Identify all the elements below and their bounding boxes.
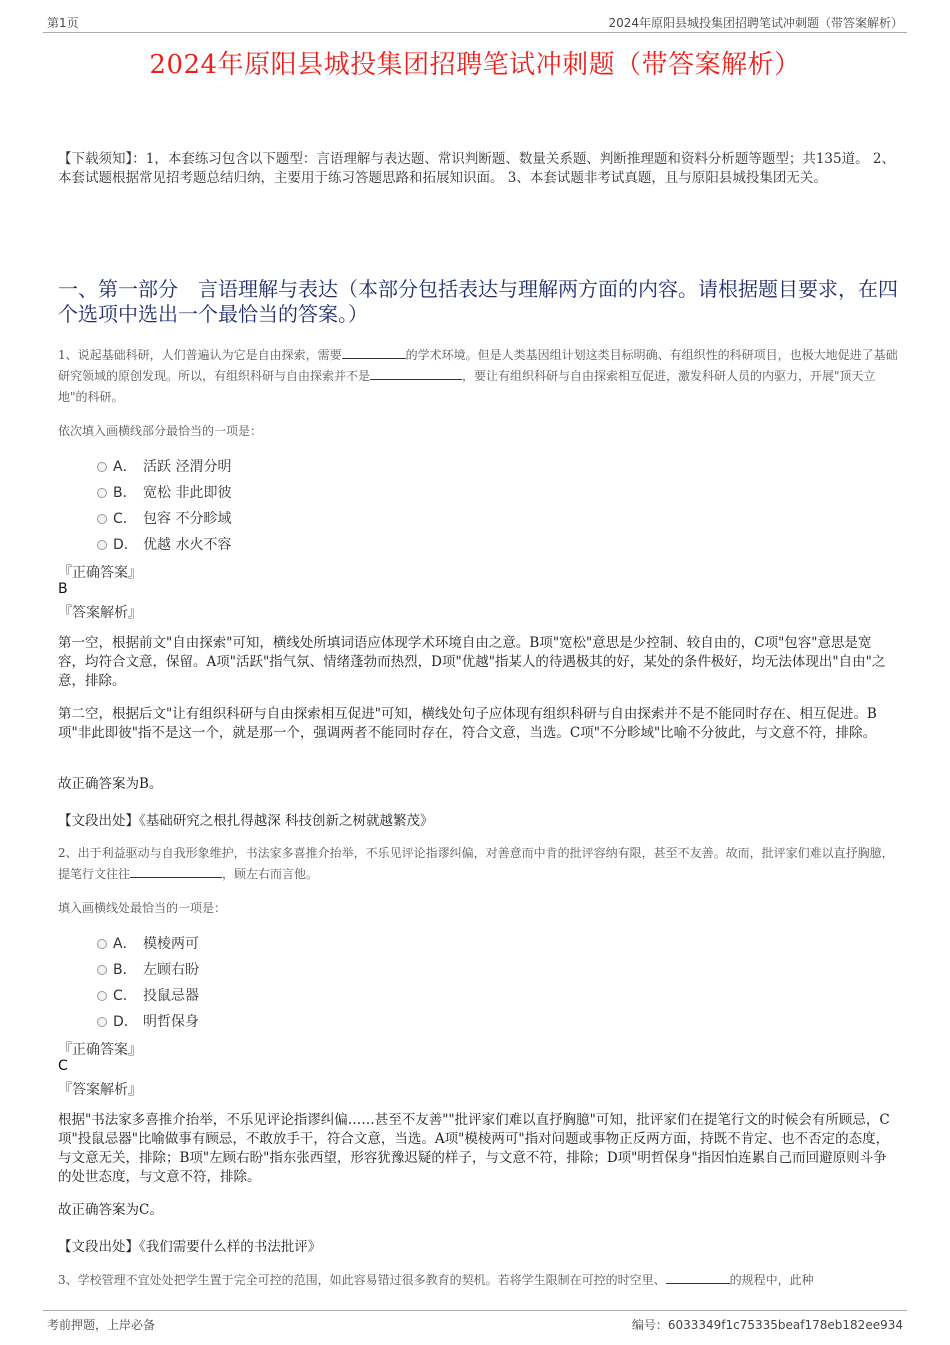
radio-icon[interactable] [97, 965, 107, 975]
q3-stem-part-a: 3、学校管理不宜处处把学生置于完全可控的范围，如此容易错过很多教育的契机。若将学生限制在可控的时空里、 [58, 1273, 666, 1287]
q2-analysis-label: 『答案解析』 [58, 1082, 142, 1098]
q2-correct-answer: C [58, 1058, 68, 1074]
q2-stem-part-b: ，顾左右而言他。 [222, 867, 319, 881]
q2-analysis-1: 根据"书法家多喜推介抬举，不乐见评论指谬纠偏……甚至不友善""批评家们难以直抒胸臆"可知，批评家们在提笔行文的时候会有所顾忌，C项"投鼠忌器"比喻做事有顾忌，不敢放手干，符合文意，当选。A项"模棱两可"指对问题或事物正反两方面，持既不肯定、也不否定的态度，与文意无关，排除；B项"左顾右盼"指东张西望，形容犹豫迟疑的样子，与文意不符，排除；D项"明哲保身"指因怕连累自己而回避原则斗争的处世态度，与文意不符，排除。 [58, 1112, 890, 1185]
radio-icon[interactable] [97, 462, 107, 472]
q2-option-d[interactable] [97, 1011, 199, 1031]
download-notice: 【下载须知】：1，本套练习包含以下题型：言语理解与表达题、常识判断题、数量关系题、判断推理题和资料分析题等题型；共135道。 2、本套试题根据常见招考题总结归纳，主要用于练习答题思路和拓展知识面。 3、本套试题非考试真题，且与原阳县城投集团无关。 [58, 151, 895, 186]
page-header [43, 12, 907, 33]
page-number: 第1页 [47, 16, 79, 30]
option-text: 优越 水火不容 [143, 537, 232, 553]
radio-icon[interactable] [97, 1017, 107, 1027]
q1-blank-1 [342, 346, 406, 359]
q1-analysis-2: 第二空，根据后文"让有组织科研与自由探索相互促进"可知，横线处句子应体现有组织科研与自由探索并不是不能同时存在、相互促进。B项"非此即彼"指不是这一个，就是那一个，强调两者不能同时存在，符合文意，当选。C项"不分畛域"比喻不分彼此，与文意不符，排除。 [58, 706, 877, 741]
q2-blank-1 [130, 865, 222, 878]
q1-option-c[interactable] [97, 508, 231, 528]
option-text: 明哲保身 [143, 1014, 199, 1030]
option-letter: A． [113, 936, 137, 952]
q2-option-b[interactable] [97, 959, 199, 979]
q2-conclusion: 故正确答案为C。 [58, 1202, 163, 1218]
q1-blank-2 [370, 367, 462, 380]
page-title: 2024年原阳县城投集团招聘笔试冲刺题（带答案解析） [149, 50, 801, 80]
q1-option-b[interactable] [97, 482, 231, 502]
q1-stem-part-a: 1、说起基础科研，人们普遍认为它是自由探索，需要 [58, 348, 342, 362]
q1-option-a[interactable] [97, 456, 231, 476]
q1-stem-part-c: ，要让有组织科研与自由探索相互促进，激发科研人员的内驱力，开展"顶天立地"的科研。 [58, 369, 876, 404]
option-text: 左顾右盼 [143, 962, 199, 978]
q1-analysis-label: 『答案解析』 [58, 605, 142, 621]
option-letter: B． [113, 962, 137, 978]
q1-source: 【文段出处】《基础研究之根扎得越深 科技创新之树就越繁茂》 [58, 813, 434, 829]
q2-stem-part-a: 2、出于利益驱动与自我形象维护，书法家多喜推介抬举，不乐见评论指谬纠偏，对善意而中肯的批评容纳有限，甚至不友善。故而，批评家们难以直抒胸臆，提笔行文往往 [58, 846, 894, 881]
question-2-stem [58, 843, 898, 885]
q2-option-c[interactable] [97, 985, 199, 1005]
q1-analysis-1: 第一空，根据前文"自由探索"可知，横线处所填词语应体现学术环境自由之意。B项"宽松"意思是少控制、较自由的，C项"包容"意思是宽容，均符合文意，保留。A项"活跃"指气氛、情绪蓬勃而热烈，D项"优越"指某人的待遇极其的好，某处的条件极好，均无法体现出"自由"之意，排除。 [58, 635, 886, 689]
option-text: 活跃 泾渭分明 [143, 459, 232, 475]
footer-slogan: 考前押题，上岸必备 [47, 1318, 156, 1332]
q3-stem-part-b: 的规程中，此种 [729, 1273, 814, 1287]
q1-option-d[interactable] [97, 534, 231, 554]
option-text: 宽松 非此即彼 [143, 485, 232, 501]
q1-correct-label: 『正确答案』 [58, 565, 142, 581]
q3-blank-1 [666, 1271, 730, 1284]
option-letter: D． [113, 1014, 138, 1030]
q1-prompt: 依次填入画横线部分最恰当的一项是： [58, 424, 263, 438]
question-1-stem [58, 345, 898, 408]
q1-stem-part-b: 的学术环境。但是人类基因组计划这类目标明确、有组织性的科研项目，也极大地促进了基础研究领域的原创发现。所以，有组织科研与自由探索并不是 [58, 348, 898, 383]
q1-correct-answer: B [58, 581, 68, 597]
option-text: 包容 不分畛域 [143, 511, 232, 527]
radio-icon[interactable] [97, 514, 107, 524]
radio-icon[interactable] [97, 540, 107, 550]
option-text: 投鼠忌器 [143, 988, 199, 1004]
q2-correct-label: 『正确答案』 [58, 1042, 142, 1058]
q2-option-a[interactable] [97, 933, 199, 953]
option-letter: D． [113, 537, 138, 553]
radio-icon[interactable] [97, 939, 107, 949]
section-heading: 一、第一部分 言语理解与表达（本部分包括表达与理解两方面的内容。请根据题目要求，在四个选项中选出一个最恰当的答案。） [58, 277, 898, 326]
question-3-stem [58, 1270, 898, 1291]
page-footer [43, 1310, 907, 1333]
radio-icon[interactable] [97, 991, 107, 1001]
footer-doc-id: 编号：6033349f1c75335beaf178eb182ee934 [631, 1318, 903, 1332]
option-letter: C． [113, 988, 137, 1004]
option-letter: B． [113, 485, 137, 501]
option-text: 模棱两可 [143, 936, 199, 952]
radio-icon[interactable] [97, 488, 107, 498]
option-letter: C． [113, 511, 137, 527]
q2-source: 【文段出处】《我们需要什么样的书法批评》 [58, 1239, 322, 1255]
q2-prompt: 填入画横线处最恰当的一项是： [58, 901, 227, 915]
q1-conclusion: 故正确答案为B。 [58, 776, 163, 792]
header-doc-title: 2024年原阳县城投集团招聘笔试冲刺题（带答案解析） [608, 16, 903, 30]
option-letter: A． [113, 459, 137, 475]
